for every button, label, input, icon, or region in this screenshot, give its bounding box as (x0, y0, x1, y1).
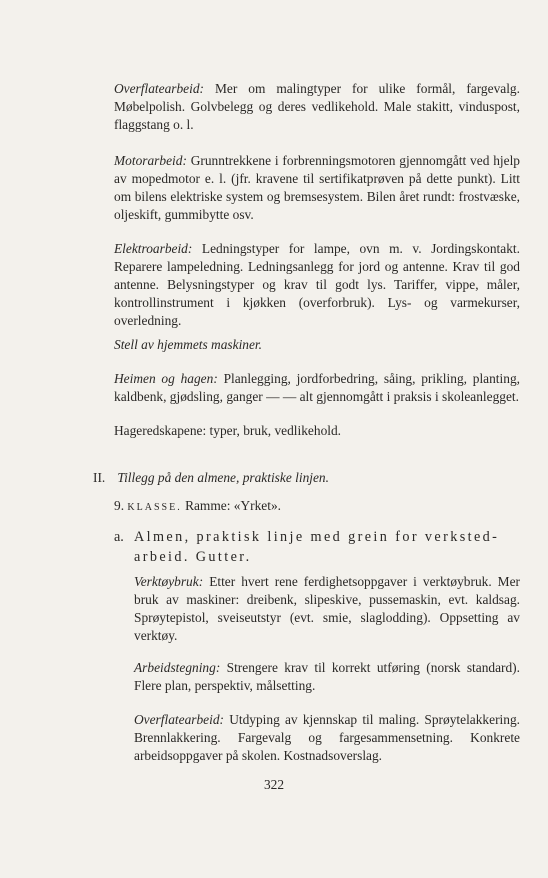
linje-line2: arbeid. Gutter. (134, 549, 252, 565)
paragraph-elektroarbeid: Elektroarbeid: Ledningstyper for lampe, ovn m. v. Jordingskontakt. Reparere lampeledning. Ledningsanlegg for jord og antenne. Krav til god antenne. Belysningstyper og krav til godt lys. Tariffer, vippe, måler, kontrollinstrument i kjøkken (overforbruk). Lys- og varmekurser, overledning. (114, 241, 520, 328)
page-number: 322 (263, 777, 285, 792)
text-overflatearbeid-2: Utdyping av kjennskap til maling. Sprøytelakkering. Brennlakkering. Fargevalg og fargesammensetning. Konkrete arbeidsoppgaver på skolen. Kostnadsoverslag. (134, 712, 520, 763)
label-heimen: Heimen og hagen (114, 371, 214, 386)
label-overflatearbeid: Overflatearbeid (114, 81, 200, 96)
linje-heading (114, 527, 520, 567)
paragraph-arbeidstegning: Arbeidstegning: Strengere krav til korrekt utføring (norsk standard). Flere plan, perspektiv, målsetting. (134, 660, 520, 693)
text-verktoybruk: Etter hvert rene ferdighetsoppgaver i verktøybruk. Mer bruk av maskiner: dreibenk, slipeskive, pussemaskin, evt. kaldsag. Sprøytepistol, sveiseutstyr (evt. smie, slaglodding). Oppsetting av verktøy. (134, 574, 520, 643)
paragraph-heimen: Heimen og hagen: Planlegging, jordforbedring, såing, prikling, planting, kaldbenk, gjødsling, ganger — — alt gjennomgått i praksis i skoleanlegget. (114, 371, 520, 404)
text-motorarbeid: Grunntrekkene i forbrenningsmotoren gjennomgått ved hjelp av mopedmotor e. l. (jfr. kravene til sertifikatprøven på dette punkt). Litt om bilens elektriske system og bremsesystem. Bilen året rundt: frostvæske, oljeskift, gummibytte osv. (114, 153, 520, 222)
note-stell: Stell av hjemmets maskiner. (114, 337, 263, 352)
klasse-text: Ramme: «Yrket». (185, 498, 282, 513)
paragraph-overflatearbeid-2: Overflatearbeid: Utdyping av kjennskap til maling. Sprøytelakkering. Brennlakkering. Fargevalg og fargesammensetning. Konkrete arbeidsoppgaver på skolen. Kostnadsoverslag. (134, 712, 520, 763)
section-title: Tillegg på den almene, praktiske linjen. (117, 470, 329, 485)
label-motorarbeid: Motorarbeid (114, 153, 183, 168)
paragraph-verktoybruk: Verktøybruk: Etter hvert rene ferdighetsoppgaver i verktøybruk. Mer bruk av maskiner: dreibenk, slipeskive, pussemaskin, evt. kaldsag. Sprøytepistol, sveiseutstyr (evt. smie, slaglodding). Oppsetting av verktøy. (134, 574, 520, 643)
klasse-number: 9. (114, 498, 125, 513)
section-heading-ii (93, 470, 329, 486)
text-arbeidstegning: Strengere krav til korrekt utføring (norsk standard). Flere plan, perspektiv, målsetting. (134, 660, 520, 693)
paragraph-hageredskap: Hageredskapene: typer, bruk, vedlikehold. (114, 423, 342, 438)
klasse-word: KLASSE. (127, 502, 182, 513)
text-heimen: Planlegging, jordforbedring, såing, prikling, planting, kaldbenk, gjødsling, ganger — — alt gjennomgått i praksis i skoleanlegget. (114, 371, 520, 404)
paragraph-overflatearbeid: Overflatearbeid: Mer om malingtyper for ulike formål, fargevalg. Møbelpolish. Golvbelegg og deres vedlikehold. Male stakitt, vinduspost, flaggstang o. l. (114, 81, 520, 132)
label-arbeidstegning: Arbeidstegning (134, 660, 216, 675)
section-number: II. (93, 470, 106, 485)
label-verktoybruk: Verktøybruk (134, 574, 199, 589)
label-overflatearbeid-2: Overflatearbeid (134, 712, 220, 727)
linje-letter: a. (114, 529, 124, 545)
label-elektroarbeid: Elektroarbeid (114, 241, 188, 256)
klasse-heading (114, 498, 281, 514)
text-elektroarbeid: Ledningstyper for lampe, ovn m. v. Jordingskontakt. Reparere lampeledning. Ledningsanlegg for jord og antenne. Krav til god antenne. Belysningstyper og krav til godt lys. Tariffer, vippe, måler, kontrollinstrument i kjøkken (overforbruk). Lys- og varmekurser, overledning. (114, 241, 520, 328)
text-overflatearbeid: Mer om malingtyper for ulike formål, fargevalg. Møbelpolish. Golvbelegg og deres vedlikehold. Male stakitt, vinduspost, flaggstang o. l. (114, 81, 520, 132)
linje-line1: Almen, praktisk linje med grein for verksted- (134, 529, 500, 545)
paragraph-motorarbeid: Motorarbeid: Grunntrekkene i forbrenningsmotoren gjennomgått ved hjelp av mopedmotor e. l. (jfr. kravene til sertifikatprøven på dette punkt). Litt om bilens elektriske system og bremsesystem. Bilen året rundt: frostvæske, oljeskift, gummibytte osv. (114, 153, 520, 222)
